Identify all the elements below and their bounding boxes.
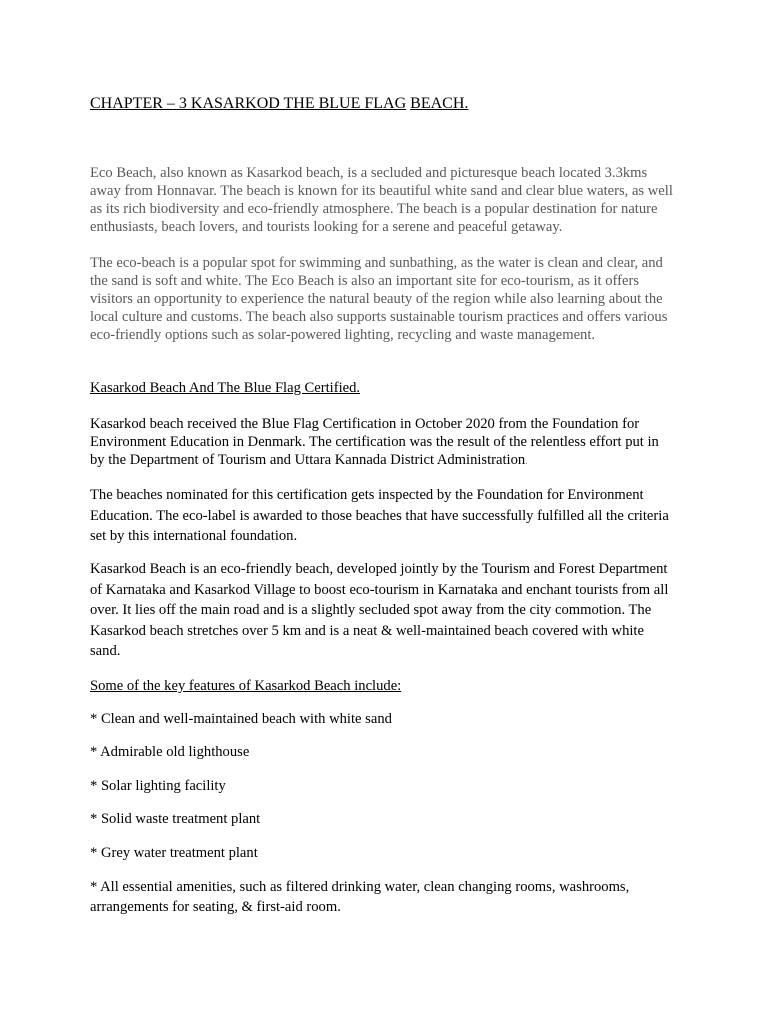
certified-heading: Kasarkod Beach And The Blue Flag Certified. — [90, 380, 361, 396]
chapter-title-main: CHAPTER – 3 KASARKOD THE BLUE FLAG — [90, 95, 407, 112]
feature-item-grey-water: * Grey water treatment plant — [90, 845, 258, 861]
chapter-title — [90, 94, 676, 114]
feature-item-sand: * Clean and well-maintained beach with white sand — [90, 711, 392, 727]
certification-text: Kasarkod beach received the Blue Flag Certification in October 2020 from the Foundation for Environment Education in Denmark. The certification was the result of the relentless effort put in by the Department of Tourism and Uttara Kannada District Administration — [90, 416, 659, 468]
nominated-paragraph: The beaches nominated for this certification gets inspected by the Foundation for Environment Education. The eco-label is awarded to those beaches that have successfully fulfilled all the criteria set by this international foundation. — [90, 487, 669, 544]
certification-paragraph — [90, 415, 676, 470]
chapter-title-end: BEACH. — [410, 95, 469, 112]
eco-friendly-paragraph: Kasarkod Beach is an eco-friendly beach, developed jointly by the Tourism and Forest Department of Karnataka and Kasarkod Village to boost eco-tourism in Karnataka and enchant tourists from all over. It lies off the main road and is a slightly secluded spot away from the city commotion. The Kasarkod beach stretches over 5 km and is a neat & well-maintained beach covered with white sand. — [90, 561, 669, 659]
features-heading: Some of the key features of Kasarkod Beach include: — [90, 678, 402, 694]
certification-end: . — [525, 456, 528, 466]
eco-beach-paragraph: The eco-beach is a popular spot for swimming and sunbathing, as the water is clean and clear, and the sand is soft and white. The Eco Beach is also an important site for eco-tourism, as it offers visitors an opportunity to experience the natural beauty of the region while also learning about the local culture and customs. The beach also supports sustainable tourism practices and offers various eco-friendly options such as solar-powered lighting, recycling and waste management. — [90, 255, 668, 343]
feature-item-solar: * Solar lighting facility — [90, 778, 226, 794]
feature-item-lighthouse: * Admirable old lighthouse — [90, 744, 250, 760]
intro-paragraph: Eco Beach, also known as Kasarkod beach, is a secluded and picturesque beach located 3.3kms away from Honnavar. The beach is known for its beautiful white sand and clear blue waters, as well as its rich biodiversity and eco-friendly atmosphere. The beach is a popular destination for nature enthusiasts, beach lovers, and tourists looking for a serene and peaceful getaway. — [90, 165, 673, 235]
feature-item-solid-waste: * Solid waste treatment plant — [90, 811, 261, 827]
feature-item-amenities: * All essential amenities, such as filtered drinking water, clean changing rooms, washrooms, arrangements for seating, & first-aid room. — [90, 879, 630, 915]
